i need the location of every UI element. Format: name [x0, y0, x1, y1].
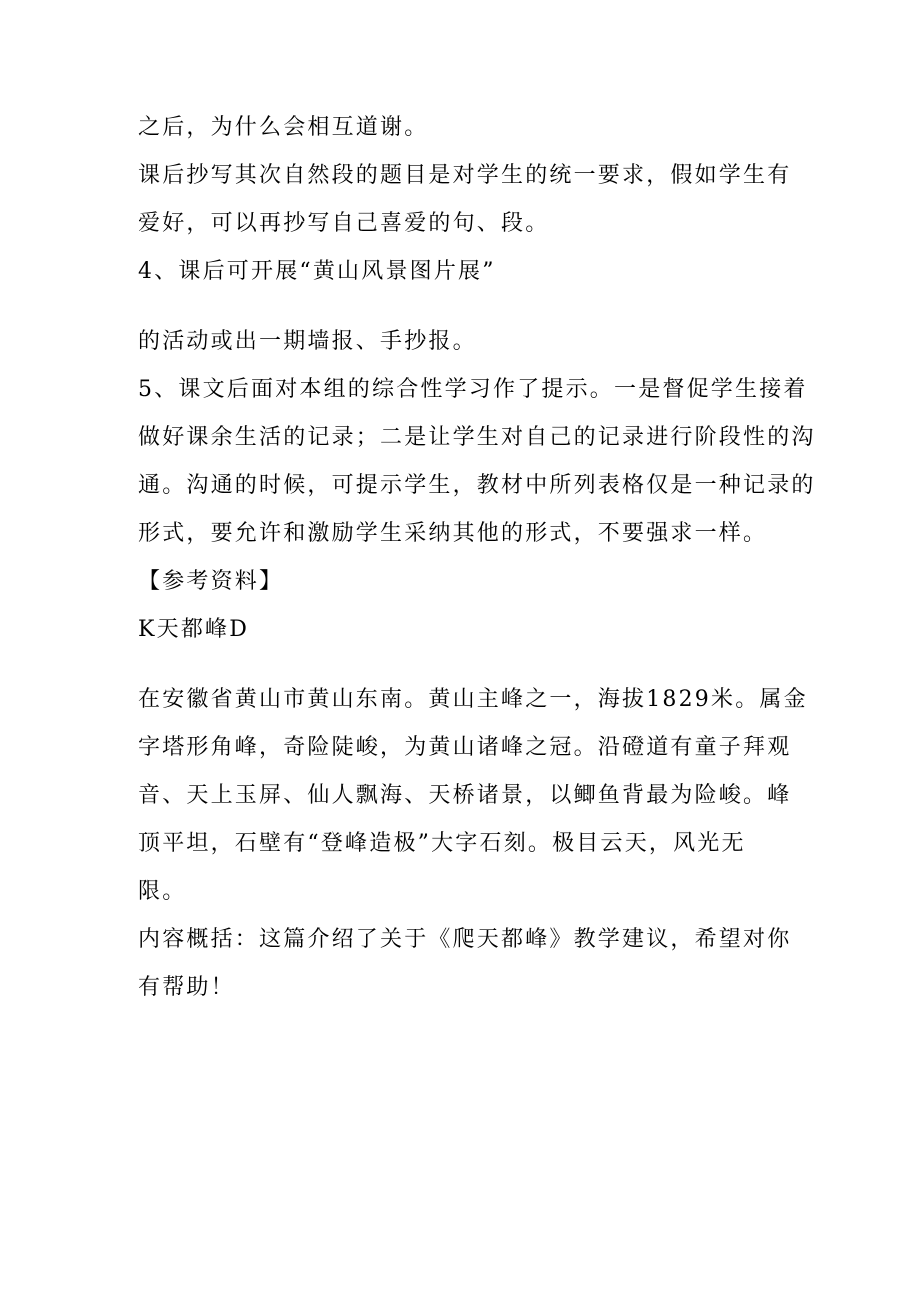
paragraph-line: 通。沟通的时候，可提示学生，教材中所列表格仅是一种记录的	[138, 473, 816, 498]
paragraph-line: 顶平坦，石壁有“登峰造极”大字石刻。极目云天，风光无	[138, 831, 746, 856]
spacer	[138, 654, 798, 676]
paragraph-line: 字塔形角峰，奇险陡峻，为黄山诸峰之冠。沿磴道有童子拜观	[138, 735, 792, 760]
list-item-4: 4、课后可开展“黄山风景图片展”	[138, 259, 496, 284]
paragraph-line: 的活动或出一期墙报、手抄报。	[138, 329, 477, 354]
document-body	[138, 104, 816, 1012]
paragraph-line: 做好课余生活的记录；二是让学生对自己的记录进行阶段性的沟	[138, 425, 816, 450]
list-item-5: 5、课文后面对本组的综合性学习作了提示。一是督促学生接着	[138, 377, 808, 402]
paragraph-line: 之后，为什么会相互道谢。	[138, 115, 429, 140]
paragraph-line: 限。	[138, 879, 187, 904]
paragraph-line: 在安徽省黄山市黄山东南。黄山主峰之一，海拔1829米。属金	[138, 687, 808, 712]
paragraph-line: 爱好，可以再抄写自己喜爱的句、段。	[138, 211, 550, 236]
paragraph-line: 音、天上玉屏、仙人飘海、天桥诸景，以鲫鱼背最为险峻。峰	[138, 783, 792, 808]
section-heading: 【参考资料】	[138, 569, 284, 594]
spacer	[138, 296, 798, 318]
subsection-title: K天都峰D	[138, 617, 250, 642]
summary-line: 有帮助！	[138, 975, 235, 1000]
paragraph-line: 课后抄写其次自然段的题目是对学生的统一要求，假如学生有	[138, 163, 792, 188]
summary-line: 内容概括：这篇介绍了关于《爬天都峰》教学建议，希望对你	[138, 927, 792, 952]
paragraph-line: 形式，要允许和激励学生采纳其他的形式，不要强求一样。	[138, 521, 768, 546]
